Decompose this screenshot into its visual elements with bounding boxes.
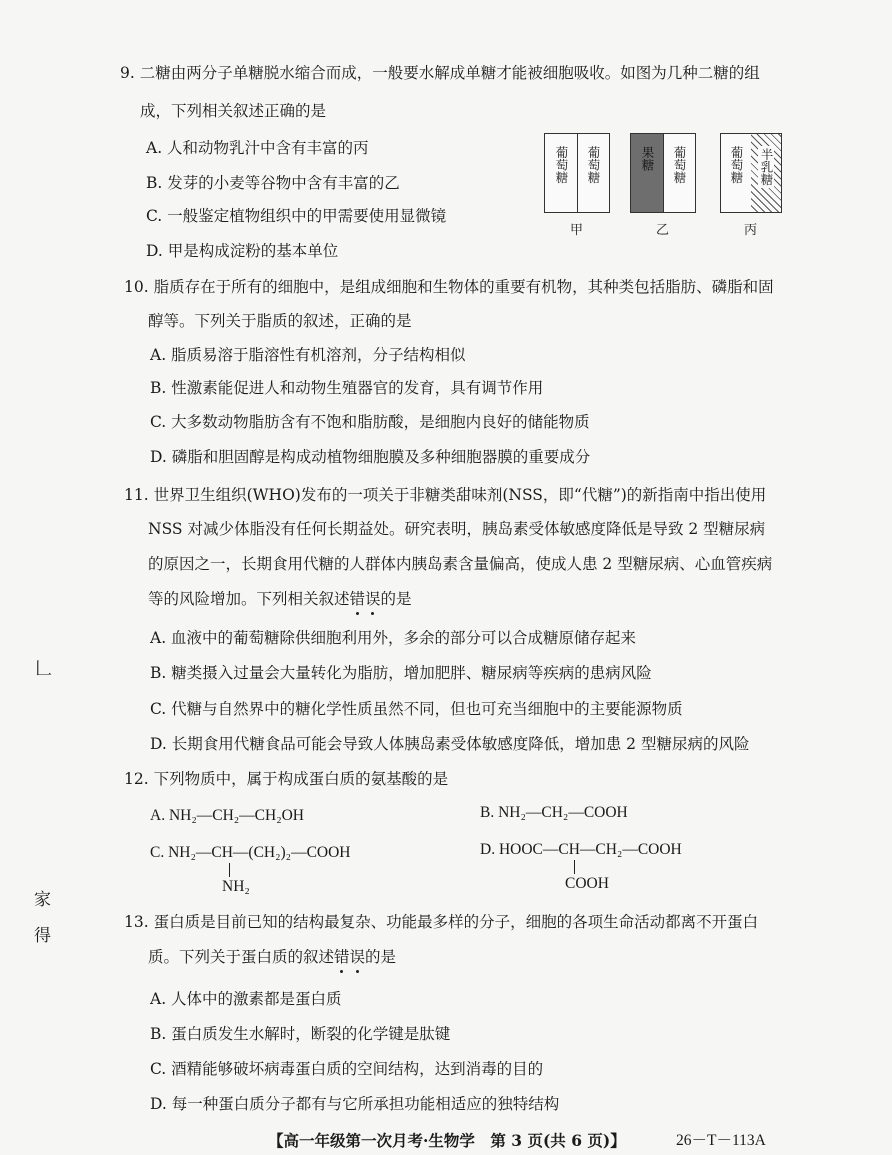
yi-label: 乙 (656, 223, 670, 238)
q11-emphasis-wu: 误 (365, 590, 381, 608)
q12-option-c: C. NH₂—CH—(CH₂)₂—COOH (150, 844, 351, 861)
margin-char-3: 得 (34, 926, 51, 946)
q13-stem-line2 (148, 950, 396, 966)
q13-option-d: D. 每一种蛋白质分子都有与它所承担功能相适应的独特结构 (150, 1095, 560, 1113)
q9-option-d: D. 甲是构成淀粉的基本单位 (146, 242, 339, 260)
jia-label: 甲 (570, 223, 584, 238)
q11-option-b: B. 糖类摄入过量会大量转化为脂肪，增加肥胖、糖尿病等疾病的患病风险 (150, 664, 652, 682)
q12-stem: 12. 下列物质中，属于构成蛋白质的氨基酸的是 (124, 770, 449, 788)
disaccharide-figure (544, 133, 784, 243)
q10-option-d: D. 磷脂和胆固醇是构成动植物细胞膜及多种细胞器膜的重要成分 (150, 448, 591, 466)
bing-left-sugar: 葡萄糖 (729, 146, 744, 184)
q11-option-c: C. 代糖与自然界中的糖化学性质虽然不同，但也可充当细胞中的主要能源物质 (150, 700, 683, 718)
q10-stem-line1: 10. 脂质存在于所有的细胞中，是组成细胞和生物体的重要有机物，其种类包括脂肪、磷脂和固 (124, 278, 774, 296)
q9-stem-line2: 成，下列相关叙述正确的是 (140, 102, 327, 120)
q12-option-a: A. NH₂—CH₂—CH₂OH (150, 807, 304, 824)
q11-stem-line4-start: 等的风险增加。下列相关叙述 (148, 590, 350, 608)
q12-option-d-substituent: COOH (565, 875, 609, 892)
margin-char-2: 家 (34, 890, 51, 910)
yi-right-sugar: 葡萄糖 (672, 146, 687, 184)
q11-option-a: A. 血液中的葡萄糖除供细胞利用外，多余的部分可以合成糖原储存起来 (150, 629, 637, 647)
q13-option-a: A. 人体中的激素都是蛋白质 (150, 990, 342, 1008)
q9-option-c: C. 一般鉴定植物组织中的甲需要使用显微镜 (146, 207, 447, 225)
bing-right-sugar: 半乳糖 (759, 148, 774, 186)
margin-char-1: 𠃊 (35, 659, 52, 679)
q10-option-b: B. 性激素能促进人和动物生殖器官的发育，具有调节作用 (150, 379, 544, 397)
yi-left-sugar: 果糖 (640, 146, 655, 171)
q11-stem-line4-end: 的是 (380, 590, 412, 608)
q12-option-d: D. HOOC—CH—CH₂—COOH (480, 841, 682, 858)
bing-label: 丙 (744, 223, 758, 238)
q13-emphasis-cuo: 错 (334, 948, 350, 966)
q10-option-a: A. 脂质易溶于脂溶性有机溶剂，分子结构相似 (150, 346, 466, 364)
q11-emphasis-cuo: 错 (350, 590, 366, 608)
q13-option-c: C. 酒精能够破坏病毒蛋白质的空间结构，达到消毒的目的 (150, 1060, 544, 1078)
q13-stem-line1: 13. 蛋白质是目前已知的结构最复杂、功能最多样的分子，细胞的各项生命活动都离不开蛋白 (124, 913, 759, 931)
q11-option-d: D. 长期食用代糖食品可能会导致人体胰岛素受体敏感度降低，增加患 2 型糖尿病的风险 (150, 735, 750, 753)
jia-right-sugar: 葡萄糖 (586, 146, 601, 184)
disaccharide-yi (630, 133, 696, 213)
q13-option-b: B. 蛋白质发生水解时，断裂的化学键是肽键 (150, 1025, 451, 1043)
q12-option-b: B. NH₂—CH₂—COOH (480, 804, 628, 821)
disaccharide-bing (720, 133, 782, 213)
q11-stem-line1: 11. 世界卫生组织(WHO)发布的一项关于非糖类甜味剂(NSS，即“代糖”)的新指南中指出使用 (124, 486, 767, 504)
q12-option-d-bond (574, 860, 575, 874)
q13-emphasis-wu: 误 (350, 948, 366, 966)
q11-stem-line2: NSS 对减少体脂没有任何长期益处。研究表明，胰岛素受体敏感度降低是导致 2 型糖尿病 (148, 520, 766, 538)
q11-stem-line3: 的原因之一，长期食用代糖的人群体内胰岛素含量偏高，使成人患 2 型糖尿病、心血管疾病 (148, 555, 773, 573)
page-footer-code: 26－T－113A (676, 1132, 766, 1149)
q9-option-a: A. 人和动物乳汁中含有丰富的丙 (146, 139, 369, 157)
q12-option-c-bond (229, 863, 230, 877)
page-footer-title: 【高一年级第一次月考·生物学 第 3 页(共 6 页)】 (268, 1131, 626, 1150)
disaccharide-jia (544, 133, 610, 213)
q9-option-b: B. 发芽的小麦等谷物中含有丰富的乙 (146, 174, 400, 192)
q13-stem-line2-start: 质。下列关于蛋白质的叙述 (148, 948, 335, 966)
q13-stem-line2-end: 的是 (365, 948, 397, 966)
q9-stem-line1: 9. 二糖由两分子单糖脱水缩合而成，一般要水解成单糖才能被细胞吸收。如图为几种二糖的组 (120, 64, 760, 82)
q11-stem-line4 (148, 592, 412, 608)
q10-stem-line2: 醇等。下列关于脂质的叙述，正确的是 (148, 312, 412, 330)
jia-left-sugar: 葡萄糖 (554, 146, 569, 184)
q12-option-c-substituent: NH₂ (222, 878, 250, 895)
q10-option-c: C. 大多数动物脂肪含有不饱和脂肪酸，是细胞内良好的储能物质 (150, 413, 590, 431)
